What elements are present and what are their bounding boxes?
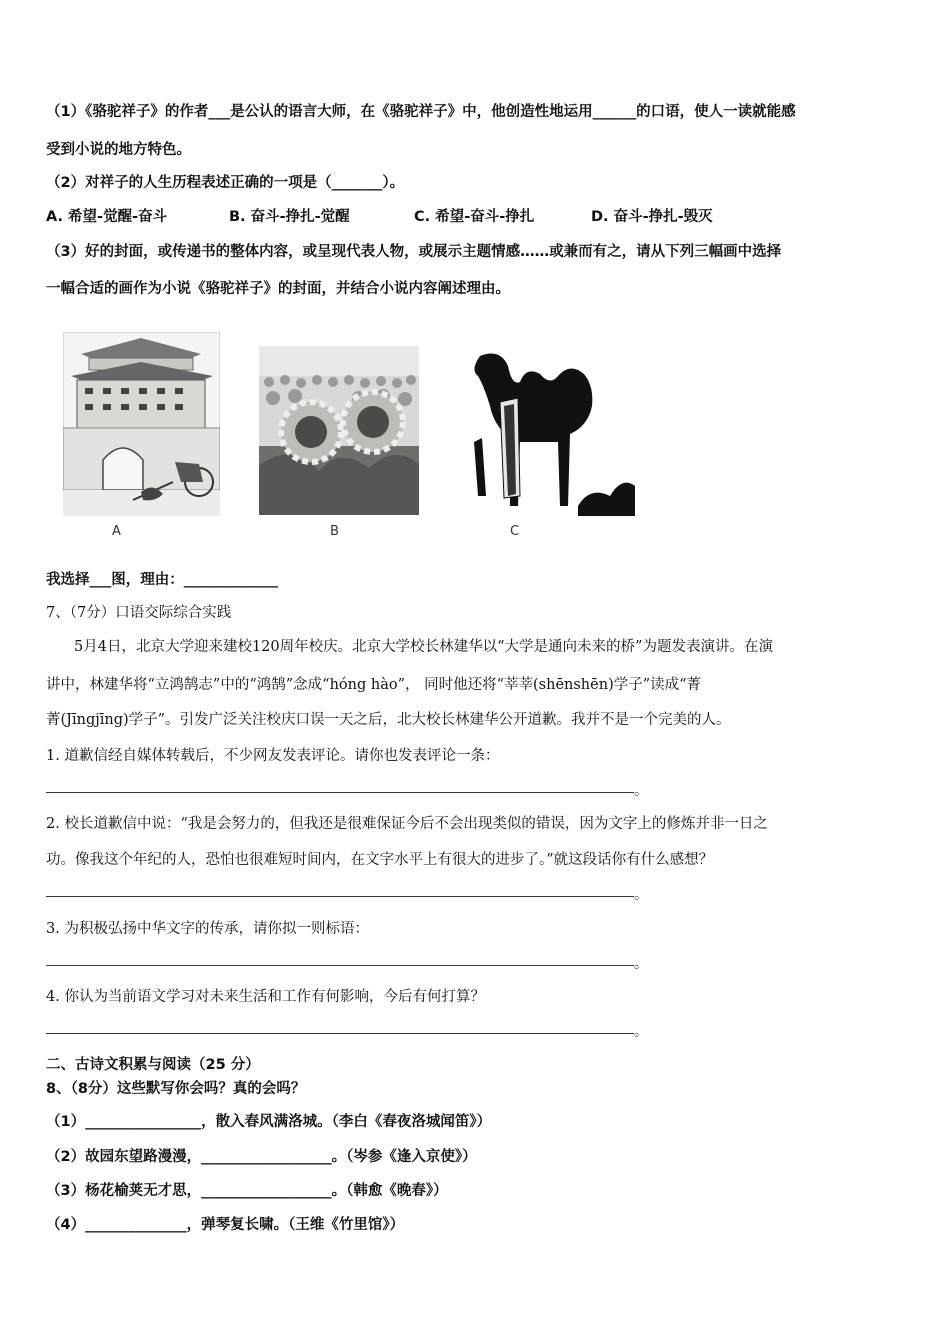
answer-line-2[interactable] <box>46 896 634 897</box>
q8-line3: （3）杨花榆荚无才思，__________________。（韩愈《晚春》） <box>46 1183 448 1199</box>
picture-a-city-gate <box>63 332 220 516</box>
answer-line-1[interactable] <box>46 792 634 793</box>
q6-line2: 受到小说的地方特色。 <box>46 142 191 158</box>
answer-line-4[interactable] <box>46 1033 634 1034</box>
q7-sub4: 4. 你认为当前语文学习对未来生活和工作有何影响，今后有何打算？ <box>46 989 485 1005</box>
q7-para-line3: 菁(Jīngjīng)学子”。引发广泛关注校庆口误一天之后，北大校长林建华公开道歉。我并不是一个完美的人。 <box>46 712 731 728</box>
answer-line-4-end: 。 <box>634 1024 648 1040</box>
q7-sub2-line2: 功。像我这个年纪的人，恐怕也很难短时间内，在文字水平上有很大的进步了。”就这段话你有什么感想？ <box>46 852 714 868</box>
q6-line1: （1）《骆驼祥子》的作者___是公认的语言大师，在《骆驼祥子》中，他创造性地运用______的口语，使人一读就能感 <box>46 104 796 120</box>
q7-para-line1: 5月4日，北京大学迎来建校120周年校庆。北京大学校长林建华以“大学是通向未来的桥”为题发表演讲。在演 <box>74 639 773 655</box>
answer-line-2-end: 。 <box>634 887 648 903</box>
q7-sub2-line1: 2. 校长道歉信中说：“我是会努力的，但我还是很难保证今后不会出现类似的错误，因为文字上的修炼并非一日之 <box>46 816 768 832</box>
q7-sub1: 1. 道歉信经自媒体转载后，不少网友发表评论。请你也发表评论一条： <box>46 748 500 764</box>
q7-title: 7、（7分）口语交际综合实践 <box>46 605 232 621</box>
answer-line-3-end: 。 <box>634 956 648 972</box>
caption-c: C <box>510 524 520 539</box>
q6-option-c: C. 希望-奋斗-挣扎 <box>414 209 535 225</box>
q8-line1: （1）________________，散入春风满洛城。（李白《春夜洛城闻笛》） <box>46 1114 492 1130</box>
answer-line-1-end: 。 <box>634 783 648 799</box>
q7-sub3: 3. 为积极弘扬中华文字的传承，请你拟一则标语： <box>46 921 369 937</box>
q8-title: 8、（8分）这些默写你会吗？真的会吗？ <box>46 1081 306 1097</box>
q6-choose-line: 我选择___图，理由：_____________ <box>46 572 278 588</box>
q8-line4: （4）______________，弹琴复长啸。（王维《竹里馆》） <box>46 1217 405 1233</box>
picture-b-sunflowers <box>259 346 419 515</box>
section2-heading: 二、古诗文积累与阅读（25 分） <box>46 1057 260 1073</box>
q7-para-line2: 讲中，林建华将“立鸿鹄志”中的“鸿鹄”念成“hóng hào”， 同时他还将“莘莘(shēnshēn)学子”读成“菁 <box>46 677 702 693</box>
q6-option-b: B. 奋斗-挣扎-觉醒 <box>229 209 350 225</box>
q6-option-a: A. 希望-觉醒-奋斗 <box>46 209 168 225</box>
q6-line6: 一幅合适的画作为小说《骆驼祥子》的封面，并结合小说内容阐述理由。 <box>46 281 510 297</box>
q6-option-d: D. 奋斗-挣扎-毁灭 <box>591 209 713 225</box>
q6-line5: （3）好的封面，或传递书的整体内容，或呈现代表人物，或展示主题情感……或兼而有之，请从下列三幅画中选择 <box>46 244 782 260</box>
caption-a: A <box>112 524 121 539</box>
picture-c-camel-silhouette <box>460 346 635 516</box>
caption-b: B <box>330 524 339 539</box>
q6-line3: （2）对祥子的人生历程表述正确的一项是（_______）。 <box>46 175 405 191</box>
q8-line2: （2）故园东望路漫漫，__________________。（岑参《逢入京使》） <box>46 1149 477 1165</box>
answer-line-3[interactable] <box>46 965 634 966</box>
